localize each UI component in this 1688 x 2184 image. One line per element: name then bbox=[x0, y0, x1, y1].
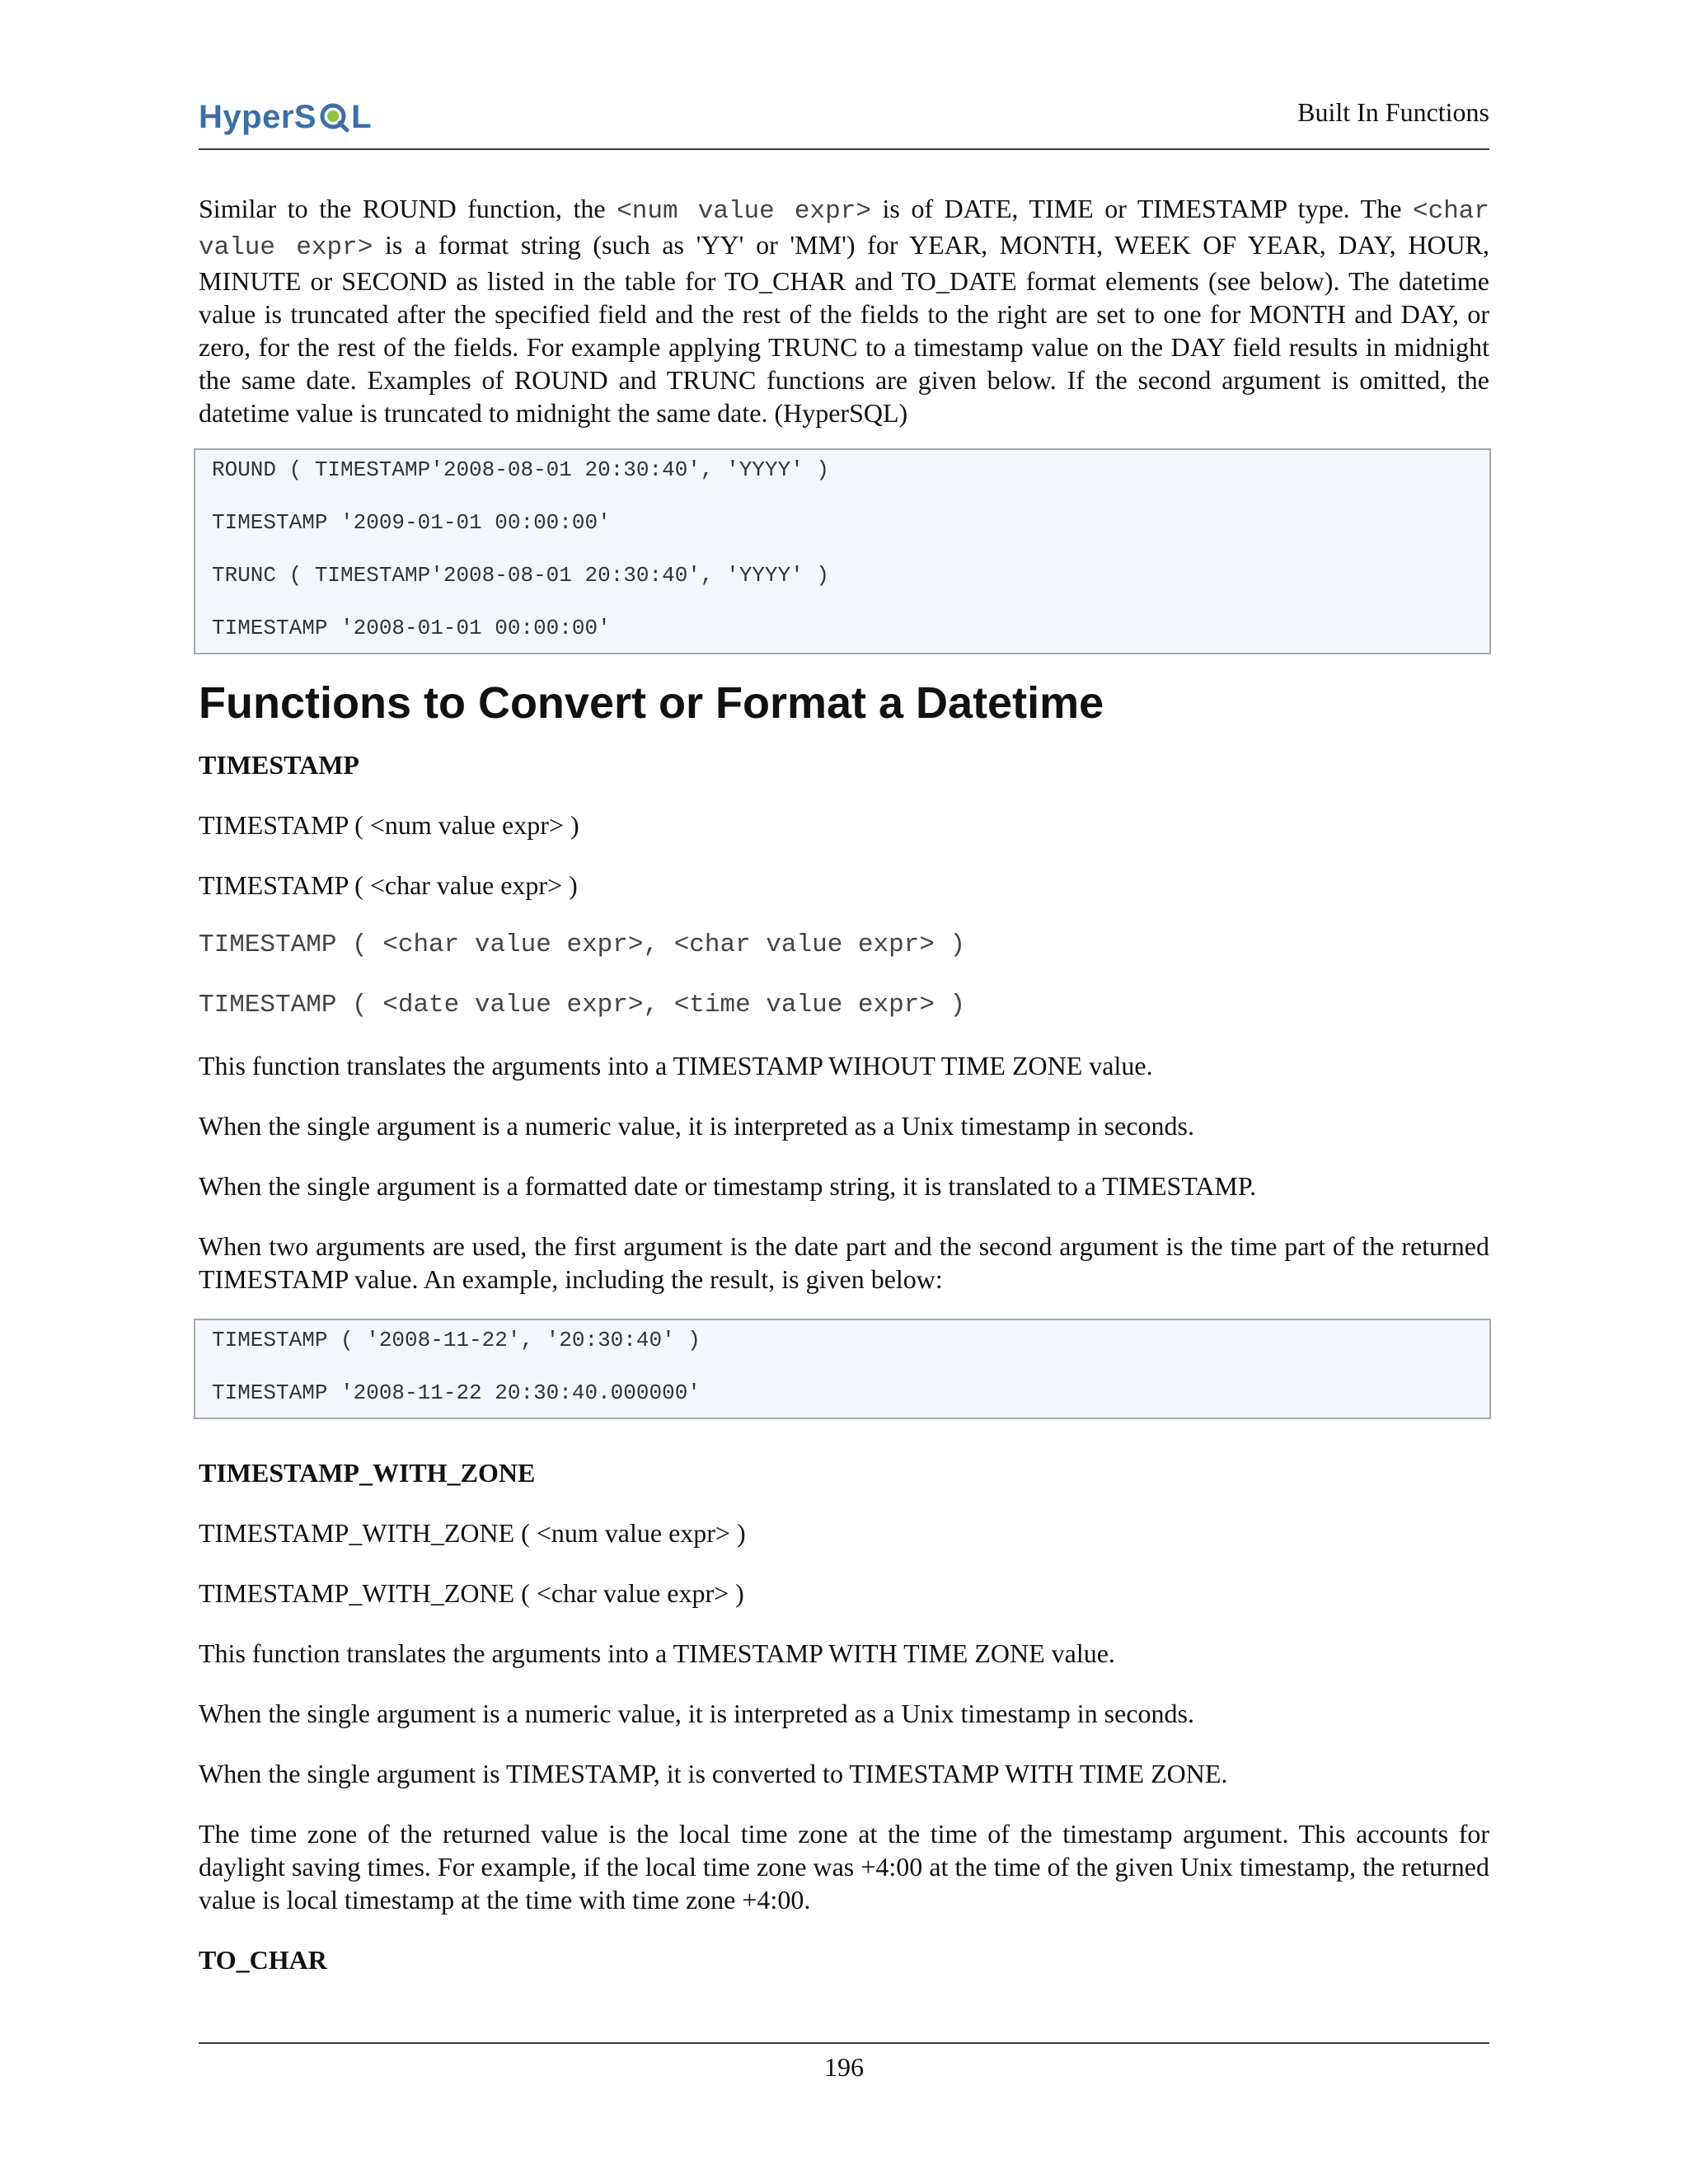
intro-text-1: Similar to the ROUND function, the bbox=[199, 194, 617, 223]
tswz-desc-4: The time zone of the returned value is the local time zone at the time of the timestamp argument. This accounts for daylight saving times. For example, if the local time zone was +4:00 at the time of the given Unix timestamp, the returned value is local timestamp at the time with time zone +4:00. bbox=[199, 1819, 1489, 1915]
tswz-desc-2: When the single argument is a numeric value, it is interpreted as a Unix timestamp in seconds. bbox=[199, 1699, 1194, 1728]
tswz-desc-3: When the single argument is TIMESTAMP, it is converted to TIMESTAMP WITH TIME ZONE. bbox=[199, 1759, 1228, 1788]
timestamp-syntax-4: TIMESTAMP ( <date value expr>, <time value expr> ) bbox=[199, 991, 966, 1019]
code-line: TIMESTAMP '2009-01-01 00:00:00' bbox=[212, 510, 611, 535]
code-line: TIMESTAMP '2008-11-22 20:30:40.000000' bbox=[212, 1380, 701, 1405]
intro-code-char-value: <char value expr> bbox=[199, 197, 1490, 262]
code-line: ROUND ( TIMESTAMP'2008-08-01 20:30:40', 'YYYY' ) bbox=[212, 457, 829, 482]
intro-paragraph bbox=[199, 192, 1489, 429]
code-example-round-trunc bbox=[194, 448, 1491, 654]
timestamp-syntax-3: TIMESTAMP ( <char value expr>, <char value expr> ) bbox=[199, 930, 966, 959]
intro-text-2: is of DATE, TIME or TIMESTAMP type. The bbox=[870, 194, 1413, 223]
code-line: TIMESTAMP '2008-01-01 00:00:00' bbox=[212, 616, 611, 640]
hypersql-logo bbox=[199, 92, 372, 142]
page-header bbox=[199, 92, 1489, 150]
timestamp-desc-1: This function translates the arguments into a TIMESTAMP WIHOUT TIME ZONE value. bbox=[199, 1051, 1153, 1080]
page-number: 196 bbox=[824, 2052, 864, 2082]
code-line: TIMESTAMP ( '2008-11-22', '20:30:40' ) bbox=[212, 1328, 701, 1352]
to-char-heading: TO_CHAR bbox=[199, 1945, 327, 1975]
timestamp-desc-3: When the single argument is a formatted date or timestamp string, it is translated to a TIMESTAMP. bbox=[199, 1171, 1257, 1201]
tswz-syntax-2: TIMESTAMP_WITH_ZONE ( <char value expr> ) bbox=[199, 1578, 744, 1608]
timestamp-heading: TIMESTAMP bbox=[199, 750, 359, 780]
tswz-syntax-1: TIMESTAMP_WITH_ZONE ( <num value expr> ) bbox=[199, 1518, 746, 1548]
code-line: TRUNC ( TIMESTAMP'2008-08-01 20:30:40', 'YYYY' ) bbox=[212, 563, 829, 588]
tswz-desc-1: This function translates the arguments into a TIMESTAMP WITH TIME ZONE value. bbox=[199, 1638, 1115, 1668]
logo-text-end: L bbox=[351, 98, 372, 135]
timestamp-desc-2: When the single argument is a numeric value, it is interpreted as a Unix timestamp in seconds. bbox=[199, 1111, 1194, 1141]
timestamp-with-zone-heading: TIMESTAMP_WITH_ZONE bbox=[199, 1458, 536, 1488]
section-title: Functions to Convert or Format a Datetime bbox=[199, 678, 1104, 728]
page-content bbox=[199, 192, 1489, 2004]
timestamp-desc-4: When two arguments are used, the first argument is the date part and the second argument is the time part of the returned TIMESTAMP value. An example, including the result, is given below: bbox=[199, 1231, 1489, 1294]
logo-text-start: HyperS bbox=[199, 98, 317, 135]
intro-text-3: is a format string (such as 'YY' or 'MM') for YEAR, MONTH, WEEK OF YEAR, DAY, HOUR, MINUTE or SECOND as listed in the table for TO_CHAR and TO_DATE format elements (see below). The datetime value is truncated after the specified field and the rest of the fields to the right are set to one for MONTH and DAY, or zero, for the rest of the fields. For example applying TRUNC to a timestamp value on the DAY field results in midnight the same date. Examples of ROUND and TRUNC functions are given below. If the second argument is omitted, the datetime value is truncated to midnight the same date. (HyperSQL) bbox=[199, 230, 1490, 428]
chapter-title: Built In Functions bbox=[1297, 97, 1489, 127]
code-example-timestamp bbox=[194, 1319, 1491, 1419]
timestamp-syntax-1: TIMESTAMP ( <num value expr> ) bbox=[199, 810, 579, 840]
magnifier-q-icon bbox=[317, 101, 350, 134]
page-footer bbox=[199, 2042, 1489, 2083]
intro-code-num-value: <num value expr> bbox=[617, 197, 871, 226]
timestamp-syntax-2: TIMESTAMP ( <char value expr> ) bbox=[199, 870, 578, 900]
